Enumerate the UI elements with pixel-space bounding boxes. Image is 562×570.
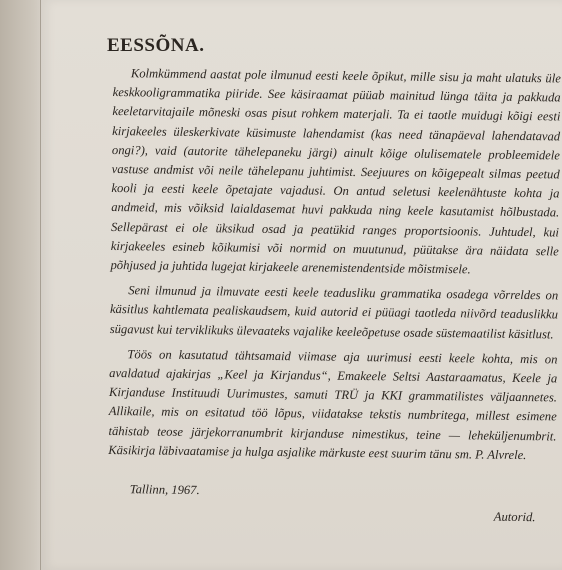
place-date: Tallinn, 1967. (129, 482, 200, 498)
book-gutter (0, 0, 42, 570)
paragraph-1: Kolmkümmend aastat pole ilmunud eesti keele õpikut, mille sisu ja maht ulatuks üle keskkooligrammatika piiride. See käsiraamat püüab mainitud lünga täita ja pakkuda keeletarvitajaile mõneski osas pisut rohkem materjali. Ta ei taotle muidugi kõigi eesti kirjakeeles üleskerkivate küsimuste lahendamist (kas need tänapäeval lahendatavad ongi?), vaid (autorite tähelepaneku järgi) ainult kõige olulisematele probleemidele vastuse andmist või neile tähelepanu juhtimist. Seejuures on kõigepealt silmas peetud kooli ja eesti keele õpetajate vajadusi. On antud seletusi keelenähtuste kohta ja andmeid, mis võiksid laialdasemat huvi pakkuda ning keele kasutamist hõlbustada. Sellepärast ei ole üksikud osad ja peatükid ranges proportsioonis. Juhtudel, kui kirjakeeles esineb kõikumisi või normid on muutunud, püütakse ära näidata selle põhjused ja juhtida lugejat kirjakeele arenemistendentside mõistmisele. (110, 66, 561, 277)
section-heading: EESSÕNA. (107, 35, 205, 56)
book-page (40, 0, 562, 570)
paragraph-3: Töös on kasutatud tähtsamaid viimase aja uurimusi eesti keele kohta, mis on avaldatud ajakirjas „Keel ja Kirjandus“, Emakeele Seltsi Aastaraamatus, Keele ja Kirjanduse Instituudi Uurimustes, samuti TRÜ ja KKI grammatilistes väljaannetes. Allikaile, mis on esitatud töö lõpus, viidatakse tekstis numbritega, millest esimene tähistab teose järjekorranumbrit kirjanduse nimestikus, teine — leheküljenumbrit. Käsikirja läbivaatamise ja hulga asjalike märkuste eest suurim tänu sm. P. Alvrele. (108, 347, 558, 462)
preface-text (107, 64, 561, 528)
paragraph-2: Seni ilmunud ja ilmuvate eesti keele teadusliku grammatika osadega võrreldes on käsitlus kahtlemata pealiskaudsem, kuid autorid ei püüagi taotleda niivõrd teaduslikku sügavust kui terviklikuks ülevaateks vajalike keeleõpetuse osade süstemaatilist käsitlust. (109, 283, 559, 342)
signature: Autorid. (493, 509, 536, 525)
